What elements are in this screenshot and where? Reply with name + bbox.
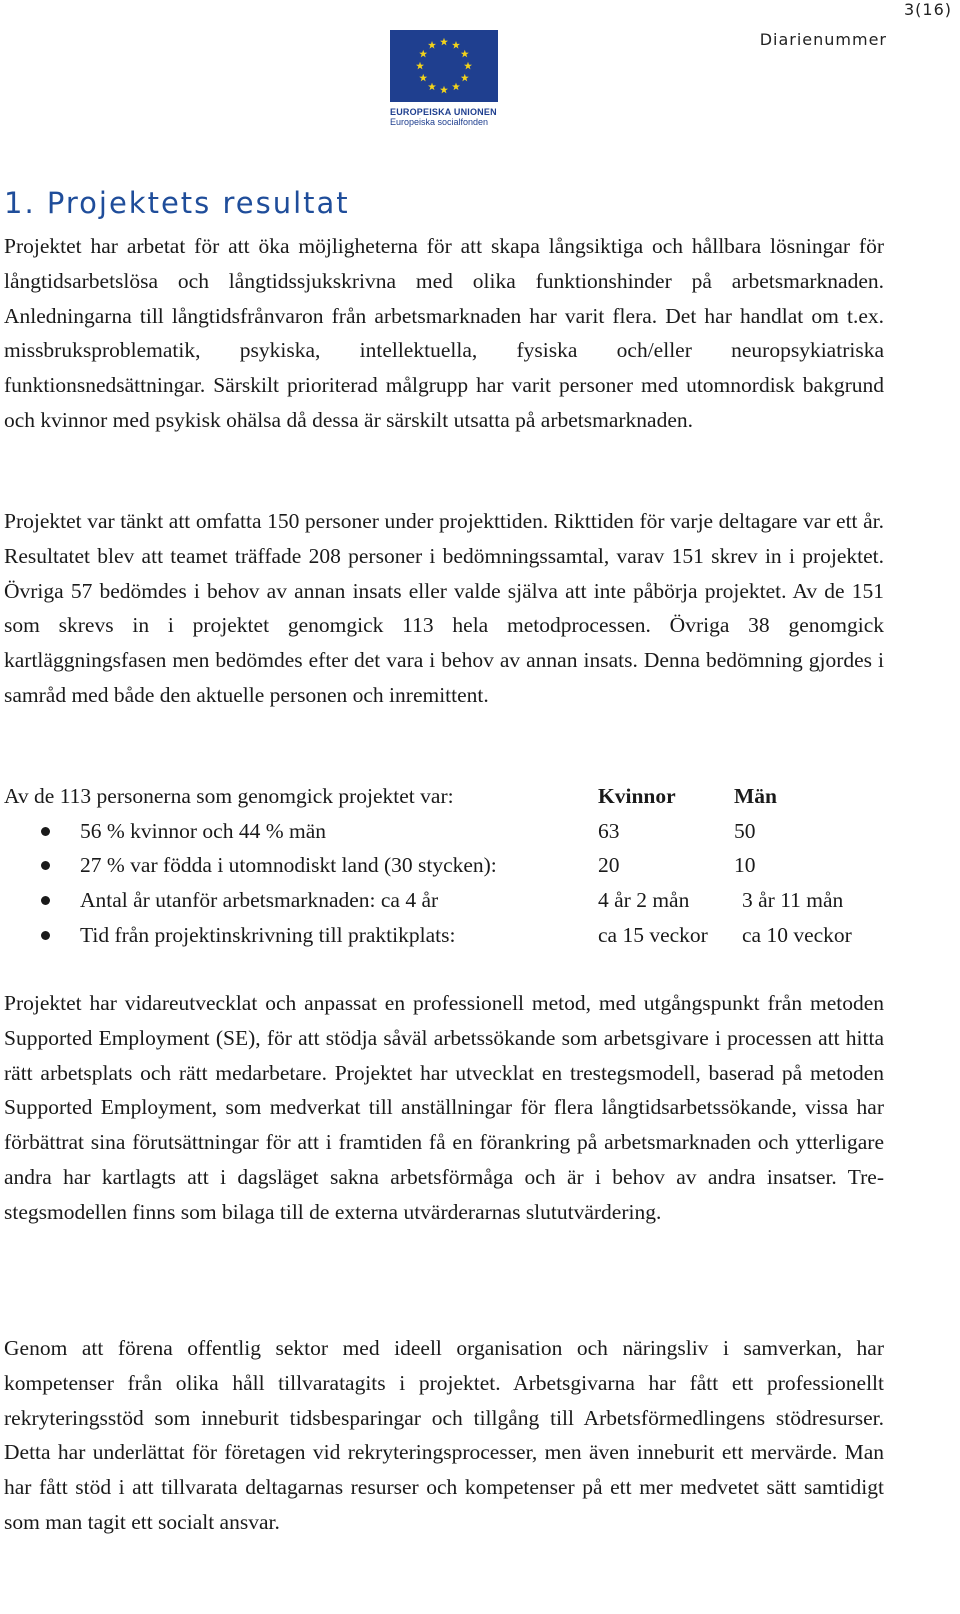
stats-row-men: 3 år 11 mån — [742, 888, 844, 913]
stats-row — [4, 883, 904, 918]
eu-fund-name: Europeiska socialfonden — [390, 117, 489, 127]
eu-logo — [390, 30, 502, 127]
stats-row-women: 20 — [598, 853, 620, 878]
stats-row-women: 4 år 2 mån — [598, 888, 690, 913]
column-women-header: Kvinnor — [598, 784, 676, 808]
stats-row-label: 56 % kvinnor och 44 % män — [80, 818, 327, 843]
diarienummer-label: Diarienummer — [759, 30, 887, 49]
stats-row-men: 10 — [734, 853, 756, 878]
stats-row-men: 50 — [734, 818, 756, 843]
page-number: 3(16) — [903, 0, 952, 19]
bullet-icon — [41, 931, 50, 940]
eu-flag-icon — [390, 30, 498, 102]
participant-stats — [4, 779, 904, 952]
eu-name: EUROPEISKA UNIONEN — [390, 107, 497, 117]
stats-row-men: ca 10 veckor — [742, 922, 852, 947]
stats-row-women: 63 — [598, 818, 620, 843]
paragraph-collaboration: Genom att förena offentlig sektor med ideell organisation och näringsliv i samverkan, har kompetenser från olika håll tillvaratagits i projektet. Arbetsgivarna har fått ett professionellt rekryteringsstöd som inneburit tidsbesparingar och tillgång till Arbetsförmedlingens stödresurser. Detta har underlättat för företagen vid rekryteringsprocesser, men även inneburit ett mervärde. Man har fått stöd i att tillvarata deltagarnas resurser och kompetenser på ett mer medvetet sätt samtidigt som man tagit ett socialt ansvar. — [4, 1336, 884, 1534]
stats-row-women: ca 15 veckor — [598, 922, 708, 947]
paragraph-method: Projektet har vidareutvecklat och anpassat en professionell metod, med utgångspunkt från metoden Supported Employment (SE), för att stödja såväl arbetssökande som arbetsgivare i processen att hitta rätt arbetsplats och rätt medarbetare. Projektet har utvecklat en trestegsmodell, baserad på metoden Supported Employment, som medverkat till anställningar för flera långtidsarbetssökande, vissa har förbättrat sina förutsättningar för att i framtiden få en förankring på arbetsmarknaden och ytterligare andra har kartlagts att i dagsläget sakna arbetsförmåga och är i behov av andra insatser. Tre-stegsmodellen finns som bilaga till de externa utvärderarnas slututvärdering. — [4, 991, 884, 1224]
stats-row-label: Tid från projektinskrivning till praktikplats: — [80, 922, 456, 947]
bullet-icon — [41, 827, 50, 836]
paragraph-participants: Projektet var tänkt att omfatta 150 personer under projekttiden. Rikttiden för varje deltagare var ett år. Resultatet blev att teamet träffade 208 personer i bedömningssamtal, varav 151 skrev in i projektet. Övriga 57 bedömdes i behov av annan insats eller valde själva att inte påbörja projektet. Av de 151 som skrevs in i projektet genomgick 113 hela metodprocessen. Övriga 38 genomgick kartläggningsfasen men bedömdes efter det vara i behov av annan insats. Denna bedömning gjordes i samråd med både den aktuelle personen och inremittent. — [4, 509, 884, 707]
bullet-icon — [41, 861, 50, 870]
stats-row-label: Antal år utanför arbetsmarknaden: ca 4 år — [80, 888, 439, 913]
stats-row — [4, 814, 904, 849]
stats-intro: Av de 113 personerna som genomgick projektet var: — [4, 784, 454, 808]
stats-row-label: 27 % var födda i utomnodiskt land (30 stycken): — [80, 853, 497, 878]
stats-header-row — [4, 779, 904, 814]
bullet-icon — [41, 896, 50, 905]
column-men-header: Män — [734, 784, 777, 808]
paragraph-target-group: Projektet har arbetat för att öka möjligheterna för att skapa långsiktiga och hållbara lösningar för långtidsarbetslösa och långtidssjukskrivna med olika funktionshinder på arbetsmarknaden. Anledningarna till långtidsfrånvaron från arbetsmarknaden har varit flera. Det har handlat om t.ex. missbruksproblematik, psykiska, intellektuella, fysiska och/eller neuropsykiatriska funktionsnedsättningar. Särskilt prioriterad målgrupp har varit personer med utomnordisk bakgrund och kvinnor med psykisk ohälsa då dessa är särskilt utsatta på arbetsmarknaden. — [4, 234, 884, 432]
stats-row — [4, 848, 904, 883]
stats-row — [4, 918, 904, 953]
section-title: 1. Projektets resultat — [4, 186, 350, 220]
